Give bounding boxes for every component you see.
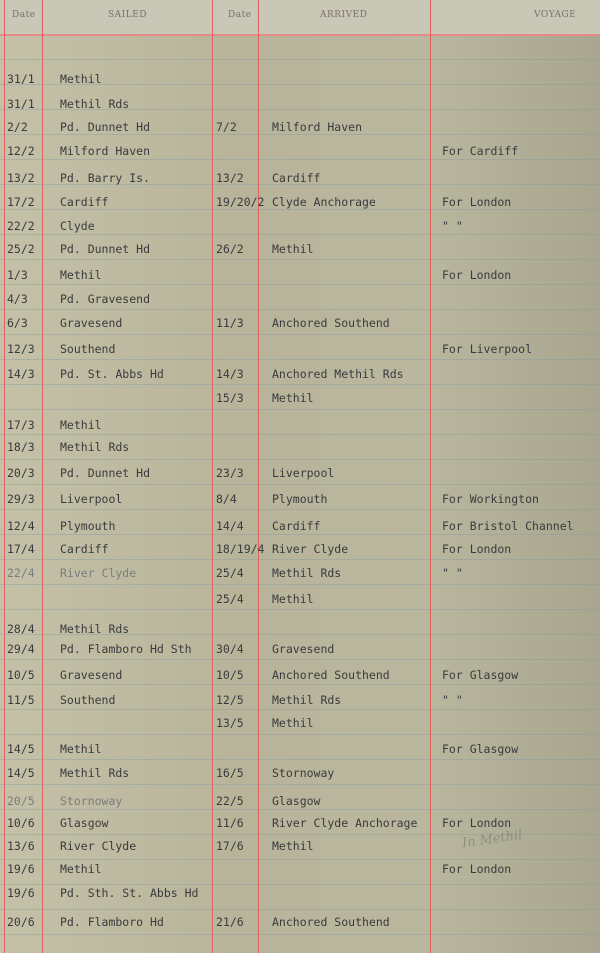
sailed-place: Clyde bbox=[60, 219, 95, 233]
arrived-place: Cardiff bbox=[272, 519, 321, 533]
sailed-date: 13/6 bbox=[7, 839, 35, 853]
sailed-place: Southend bbox=[60, 342, 116, 356]
arrived-place: River Clyde Anchorage bbox=[272, 816, 418, 830]
ledger-row bbox=[0, 492, 600, 514]
arrived-date: 21/6 bbox=[216, 915, 244, 929]
arrived-date: 14/4 bbox=[216, 519, 244, 533]
sailed-place: Methil bbox=[60, 72, 102, 86]
ledger-row bbox=[0, 622, 600, 644]
arrived-date: 23/3 bbox=[216, 466, 244, 480]
voyage-note: For London bbox=[442, 542, 512, 556]
sailed-place: Gravesend bbox=[60, 668, 123, 682]
sailed-place: Methil bbox=[60, 862, 102, 876]
sailed-place: Pd. Dunnet Hd bbox=[60, 242, 151, 256]
arrived-place: Methil bbox=[272, 839, 314, 853]
ledger-row bbox=[0, 766, 600, 788]
ledger-row bbox=[0, 693, 600, 715]
voyage-note: For London bbox=[442, 268, 512, 282]
ledger-row bbox=[0, 292, 600, 314]
arrived-place: Methil Rds bbox=[272, 566, 342, 580]
sailed-date: 10/5 bbox=[7, 668, 35, 682]
sailed-date: 14/3 bbox=[7, 367, 35, 381]
arrived-place: River Clyde bbox=[272, 542, 349, 556]
arrived-date: 14/3 bbox=[216, 367, 244, 381]
arrived-date: 15/3 bbox=[216, 391, 244, 405]
arrived-date: 7/2 bbox=[216, 120, 237, 134]
sailed-date: 4/3 bbox=[7, 292, 28, 306]
voyage-note: For London bbox=[442, 862, 512, 876]
sailed-place: Southend bbox=[60, 693, 116, 707]
arrived-place: Methil bbox=[272, 592, 314, 606]
ledger-row bbox=[0, 97, 600, 119]
ledger-row bbox=[0, 592, 600, 614]
ledger-row bbox=[0, 268, 600, 290]
sailed-date: 19/6 bbox=[7, 862, 35, 876]
arrived-date: 22/5 bbox=[216, 794, 244, 808]
sailed-place: Pd. Sth. St. Abbs Hd bbox=[60, 886, 199, 900]
sailed-place: Pd. St. Abbs Hd bbox=[60, 367, 164, 381]
arrived-place: Anchored Southend bbox=[272, 316, 390, 330]
arrived-date: 30/4 bbox=[216, 642, 244, 656]
sailed-place: River Clyde bbox=[60, 566, 137, 580]
arrived-date: 25/4 bbox=[216, 592, 244, 606]
arrived-date: 10/5 bbox=[216, 668, 244, 682]
sailed-place: Methil Rds bbox=[60, 766, 130, 780]
voyage-note: For Liverpool bbox=[442, 342, 533, 356]
arrived-date: 17/6 bbox=[216, 839, 244, 853]
voyage-note: For Bristol Channel bbox=[442, 519, 574, 533]
voyage-note: For Workington bbox=[442, 492, 539, 506]
arrived-place: Cardiff bbox=[272, 171, 321, 185]
arrived-place: Anchored Southend bbox=[272, 915, 390, 929]
sailed-place: Plymouth bbox=[60, 519, 116, 533]
ledger-row bbox=[0, 519, 600, 541]
sailed-date: 12/4 bbox=[7, 519, 35, 533]
sailed-place: Methil Rds bbox=[60, 622, 130, 636]
arrived-date: 13/5 bbox=[216, 716, 244, 730]
arrived-place: Methil bbox=[272, 242, 314, 256]
arrived-date: 12/5 bbox=[216, 693, 244, 707]
sailed-date: 14/5 bbox=[7, 742, 35, 756]
ledger-row bbox=[0, 418, 600, 440]
header-voyage: VOYAGE bbox=[534, 10, 577, 20]
sailed-place: Pd. Barry Is. bbox=[60, 171, 151, 185]
header-arrived: ARRIVED bbox=[320, 10, 368, 20]
ledger-row bbox=[0, 316, 600, 338]
arrived-date: 18/19/4 bbox=[216, 542, 265, 556]
voyage-note: " " bbox=[442, 693, 463, 707]
ledger-row bbox=[0, 794, 600, 816]
voyage-note: " " bbox=[442, 219, 463, 233]
ledger-row bbox=[0, 742, 600, 764]
sailed-place: Methil bbox=[60, 268, 102, 282]
ledger-row bbox=[0, 466, 600, 488]
sailed-place: Pd. Flamboro Hd bbox=[60, 915, 164, 929]
sailed-place: Cardiff bbox=[60, 542, 109, 556]
sailed-date: 29/4 bbox=[7, 642, 35, 656]
sailed-place: Liverpool bbox=[60, 492, 123, 506]
sailed-date: 17/3 bbox=[7, 418, 35, 432]
arrived-date: 8/4 bbox=[216, 492, 237, 506]
ledger-row bbox=[0, 915, 600, 937]
sailed-date: 19/6 bbox=[7, 886, 35, 900]
voyage-note: For Glasgow bbox=[442, 742, 519, 756]
sailed-place: Methil Rds bbox=[60, 440, 130, 454]
sailed-date: 6/3 bbox=[7, 316, 28, 330]
header-date-sailed: Date bbox=[12, 10, 36, 20]
voyage-note: For Cardiff bbox=[442, 144, 519, 158]
sailed-place: Gravesend bbox=[60, 316, 123, 330]
sailed-date: 13/2 bbox=[7, 171, 35, 185]
sailed-place: Methil bbox=[60, 418, 102, 432]
ledger-row bbox=[0, 391, 600, 413]
sailed-date: 1/3 bbox=[7, 268, 28, 282]
sailed-place: Pd. Flamboro Hd Sth bbox=[60, 642, 192, 656]
sailed-place: Pd. Dunnet Hd bbox=[60, 466, 151, 480]
arrived-place: Glasgow bbox=[272, 794, 321, 808]
arrived-place: Methil Rds bbox=[272, 693, 342, 707]
sailed-place: River Clyde bbox=[60, 839, 137, 853]
header-sailed: SAILED bbox=[108, 10, 147, 20]
sailed-date: 17/4 bbox=[7, 542, 35, 556]
arrived-place: Gravesend bbox=[272, 642, 335, 656]
sailed-date: 20/3 bbox=[7, 466, 35, 480]
arrived-date: 25/4 bbox=[216, 566, 244, 580]
sailed-date: 12/2 bbox=[7, 144, 35, 158]
ledger-row bbox=[0, 342, 600, 364]
sailed-date: 31/1 bbox=[7, 97, 35, 111]
sailed-place: Cardiff bbox=[60, 195, 109, 209]
voyage-note: For London bbox=[442, 816, 512, 830]
sailed-place: Methil bbox=[60, 742, 102, 756]
ledger-row bbox=[0, 716, 600, 738]
sailed-place: Pd. Dunnet Hd bbox=[60, 120, 151, 134]
voyage-note: For London bbox=[442, 195, 512, 209]
ledger-row bbox=[0, 171, 600, 193]
ledger-row bbox=[0, 72, 600, 94]
sailed-date: 17/2 bbox=[7, 195, 35, 209]
arrived-place: Methil bbox=[272, 716, 314, 730]
ledger-row bbox=[0, 367, 600, 389]
ledger-row bbox=[0, 120, 600, 142]
arrived-date: 13/2 bbox=[216, 171, 244, 185]
sailed-date: 12/3 bbox=[7, 342, 35, 356]
arrived-date: 19/20/2 bbox=[216, 195, 265, 209]
ledger-row bbox=[0, 668, 600, 690]
sailed-place: Glasgow bbox=[60, 816, 109, 830]
sailed-date: 28/4 bbox=[7, 622, 35, 636]
pencil-annotation: In Methil bbox=[461, 827, 524, 852]
arrived-place: Anchored Southend bbox=[272, 668, 390, 682]
arrived-place: Clyde Anchorage bbox=[272, 195, 376, 209]
voyage-note: For Glasgow bbox=[442, 668, 519, 682]
ledger-row bbox=[0, 886, 600, 908]
sailed-place: Methil Rds bbox=[60, 97, 130, 111]
sailed-place: Milford Haven bbox=[60, 144, 151, 158]
sailed-date: 31/1 bbox=[7, 72, 35, 86]
ledger-row bbox=[0, 144, 600, 166]
ledger-row bbox=[0, 566, 600, 588]
arrived-place: Stornoway bbox=[272, 766, 335, 780]
sailed-date: 20/6 bbox=[7, 915, 35, 929]
arrived-place: Methil bbox=[272, 391, 314, 405]
arrived-date: 11/3 bbox=[216, 316, 244, 330]
arrived-date: 16/5 bbox=[216, 766, 244, 780]
sailed-date: 22/4 bbox=[7, 566, 35, 580]
sailed-date: 20/5 bbox=[7, 794, 35, 808]
arrived-date: 26/2 bbox=[216, 242, 244, 256]
ledger-row bbox=[0, 242, 600, 264]
sailed-place: Pd. Gravesend bbox=[60, 292, 151, 306]
ledger-row bbox=[0, 219, 600, 241]
arrived-place: Plymouth bbox=[272, 492, 328, 506]
sailed-date: 25/2 bbox=[7, 242, 35, 256]
arrived-place: Anchored Methil Rds bbox=[272, 367, 404, 381]
header-date-arrived: Date bbox=[228, 10, 252, 20]
arrived-place: Liverpool bbox=[272, 466, 335, 480]
sailed-date: 18/3 bbox=[7, 440, 35, 454]
sailed-date: 11/5 bbox=[7, 693, 35, 707]
sailed-date: 29/3 bbox=[7, 492, 35, 506]
ledger-row bbox=[0, 862, 600, 884]
ledger-row bbox=[0, 440, 600, 462]
ledger-row bbox=[0, 642, 600, 664]
sailed-date: 2/2 bbox=[7, 120, 28, 134]
sailed-date: 22/2 bbox=[7, 219, 35, 233]
ledger-row bbox=[0, 542, 600, 564]
arrived-place: Milford Haven bbox=[272, 120, 363, 134]
sailed-date: 14/5 bbox=[7, 766, 35, 780]
ledger-row bbox=[0, 195, 600, 217]
sailed-place: Stornoway bbox=[60, 794, 123, 808]
sailed-date: 10/6 bbox=[7, 816, 35, 830]
voyage-note: " " bbox=[442, 566, 463, 580]
arrived-date: 11/6 bbox=[216, 816, 244, 830]
